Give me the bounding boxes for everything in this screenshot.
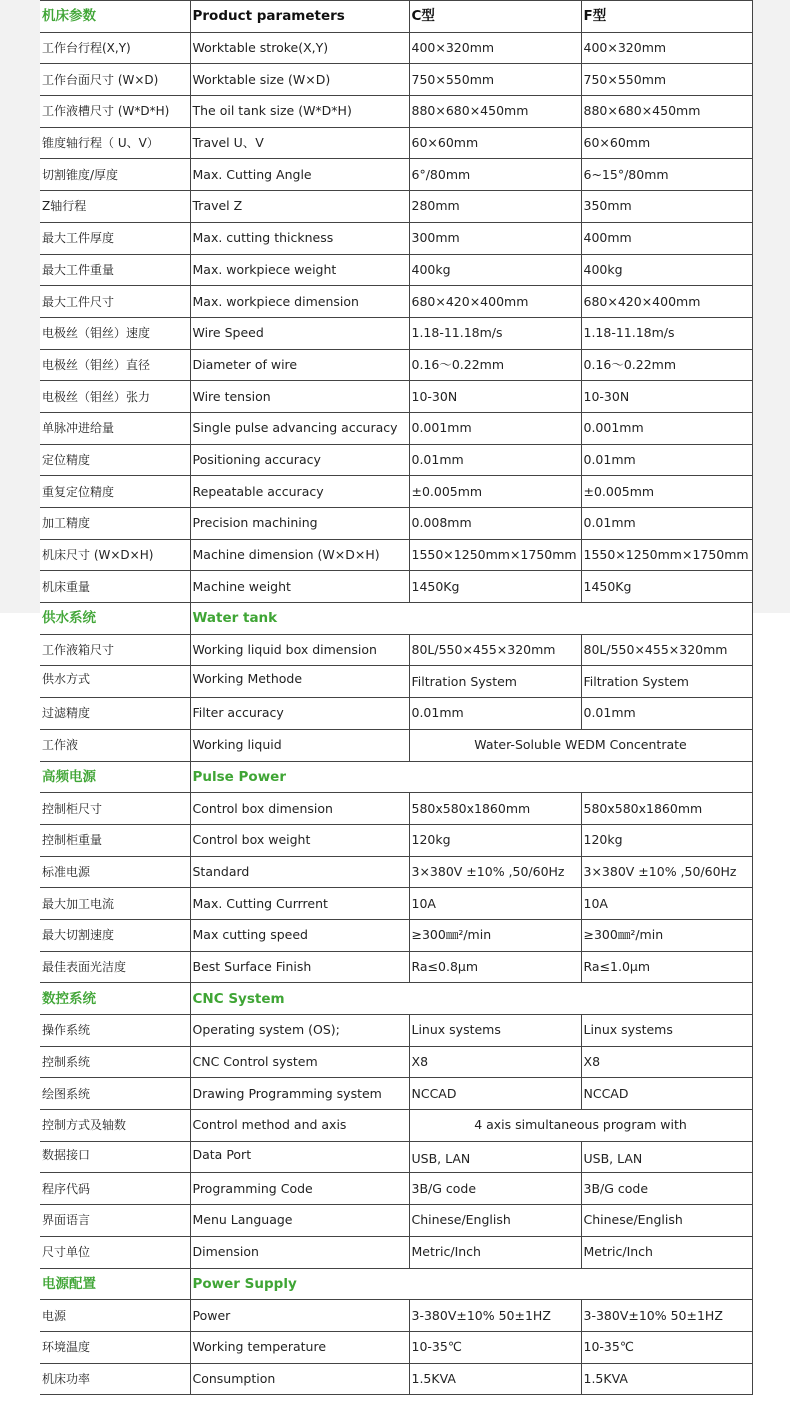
section-header-pulse <box>40 761 752 793</box>
table-row <box>40 222 752 254</box>
param-value-c: 300mm <box>409 222 581 254</box>
param-name-cn: 工作液箱尺寸 <box>40 634 190 666</box>
param-value-c: 3×380V ±10% ,50/60Hz <box>409 856 581 888</box>
table-row <box>40 1173 752 1205</box>
param-value-c: 680×420×400mm <box>409 286 581 318</box>
section-title-en: Water tank <box>190 603 752 635</box>
param-name-en: Menu Language <box>190 1205 409 1237</box>
param-name-cn: 机床功率 <box>40 1363 190 1395</box>
param-value-f: 680×420×400mm <box>581 286 752 318</box>
param-name-cn: 机床重量 <box>40 571 190 603</box>
table-row <box>40 1205 752 1237</box>
param-name-cn: 锥度轴行程（ U、V） <box>40 127 190 159</box>
param-value-c: 1.18-11.18m/s <box>409 317 581 349</box>
param-value-c: 10-30N <box>409 381 581 413</box>
table-row <box>40 508 752 540</box>
param-name-en: Wire tension <box>190 381 409 413</box>
param-value-f: 120kg <box>581 824 752 856</box>
param-value-f: 1.5KVA <box>581 1363 752 1395</box>
param-value-f: Linux systems <box>581 1015 752 1047</box>
param-name-cn: 切割锥度/厚度 <box>40 159 190 191</box>
table-row <box>40 666 752 698</box>
table-row <box>40 254 752 286</box>
table-row <box>40 951 752 983</box>
param-value-c: 10A <box>409 888 581 920</box>
table-row <box>40 539 752 571</box>
param-name-en: Dimension <box>190 1236 409 1268</box>
section-title-cn: 电源配置 <box>40 1268 190 1300</box>
param-name-en: Precision machining <box>190 508 409 540</box>
param-name-en: Max. workpiece weight <box>190 254 409 286</box>
table-row <box>40 1331 752 1363</box>
param-name-cn: 程序代码 <box>40 1173 190 1205</box>
param-name-en: Max. Cutting Angle <box>190 159 409 191</box>
table-row <box>40 698 752 730</box>
param-name-cn: 绘图系统 <box>40 1078 190 1110</box>
param-value-c: 80L/550×455×320mm <box>409 634 581 666</box>
header-row <box>40 1 752 33</box>
param-value-c: 60×60mm <box>409 127 581 159</box>
param-name-en: Programming Code <box>190 1173 409 1205</box>
param-value-c: Ra≤0.8μm <box>409 951 581 983</box>
param-name-en: Machine dimension (W×D×H) <box>190 539 409 571</box>
param-value-f: 0.01mm <box>581 698 752 730</box>
param-value-f: 60×60mm <box>581 127 752 159</box>
param-name-cn: 最佳表面光洁度 <box>40 951 190 983</box>
param-value-f: Ra≤1.0μm <box>581 951 752 983</box>
param-value-c: 1.5KVA <box>409 1363 581 1395</box>
param-name-en: Repeatable accuracy <box>190 476 409 508</box>
param-value-f: 10-35℃ <box>581 1331 752 1363</box>
param-value-f: Metric/Inch <box>581 1236 752 1268</box>
param-name-cn: 工作液槽尺寸 (W*D*H) <box>40 96 190 128</box>
param-name-cn: 标准电源 <box>40 856 190 888</box>
param-value-f: 3B/G code <box>581 1173 752 1205</box>
param-value-c: 0.001mm <box>409 412 581 444</box>
param-name-cn: 环境温度 <box>40 1331 190 1363</box>
param-value-c: USB, LAN <box>409 1141 581 1173</box>
param-value-c: ±0.005mm <box>409 476 581 508</box>
table-row <box>40 634 752 666</box>
table-row <box>40 96 752 128</box>
param-name-en: Power <box>190 1300 409 1332</box>
table-row <box>40 381 752 413</box>
section-title-cn: 数控系统 <box>40 983 190 1015</box>
param-value-f: NCCAD <box>581 1078 752 1110</box>
param-value-c: 280mm <box>409 191 581 223</box>
table-row <box>40 1363 752 1395</box>
param-value-c: X8 <box>409 1046 581 1078</box>
param-name-cn: 数据接口 <box>40 1141 190 1173</box>
param-value-c: 6°/80mm <box>409 159 581 191</box>
param-value-c: 0.16～0.22mm <box>409 349 581 381</box>
param-value-f: 3×380V ±10% ,50/60Hz <box>581 856 752 888</box>
section-header-water <box>40 603 752 635</box>
param-name-en: Working temperature <box>190 1331 409 1363</box>
param-value-c: 3-380V±10% 50±1HZ <box>409 1300 581 1332</box>
param-name-cn: 控制系统 <box>40 1046 190 1078</box>
param-value-c: 1550×1250mm×1750mm <box>409 539 581 571</box>
param-name-cn: 工作台面尺寸 (W×D) <box>40 64 190 96</box>
param-value-c: 3B/G code <box>409 1173 581 1205</box>
param-value-f: 0.16～0.22mm <box>581 349 752 381</box>
param-value-f: USB, LAN <box>581 1141 752 1173</box>
table-row <box>40 888 752 920</box>
param-name-en: Working liquid <box>190 729 409 761</box>
param-name-cn: 电极丝（钼丝）张力 <box>40 381 190 413</box>
table-row <box>40 1141 752 1173</box>
param-name-en: Consumption <box>190 1363 409 1395</box>
table-row <box>40 191 752 223</box>
param-name-en: Travel Z <box>190 191 409 223</box>
param-value-c: Chinese/English <box>409 1205 581 1237</box>
param-value-f: 6~15°/80mm <box>581 159 752 191</box>
table-row <box>40 412 752 444</box>
param-name-en: Filter accuracy <box>190 698 409 730</box>
param-value-f: Filtration System <box>581 666 752 698</box>
param-value-f: 400kg <box>581 254 752 286</box>
param-value-shared: 4 axis simultaneous program with <box>409 1110 752 1142</box>
param-value-f: 1.18-11.18m/s <box>581 317 752 349</box>
table-row <box>40 32 752 64</box>
column-header-f: F型 <box>581 1 752 33</box>
param-name-en: Operating system (OS); <box>190 1015 409 1047</box>
section-title-cn: 供水系统 <box>40 603 190 635</box>
param-value-c: 1450Kg <box>409 571 581 603</box>
param-value-f: 0.001mm <box>581 412 752 444</box>
param-name-en: Drawing Programming system <box>190 1078 409 1110</box>
param-name-en: Travel U、V <box>190 127 409 159</box>
param-value-f: 10-30N <box>581 381 752 413</box>
param-name-en: Control method and axis <box>190 1110 409 1142</box>
param-name-cn: 控制柜重量 <box>40 824 190 856</box>
param-name-en: Best Surface Finish <box>190 951 409 983</box>
param-name-cn: 电极丝（钼丝）速度 <box>40 317 190 349</box>
param-value-f: X8 <box>581 1046 752 1078</box>
param-name-en: Machine weight <box>190 571 409 603</box>
param-value-f: 400mm <box>581 222 752 254</box>
table-row <box>40 476 752 508</box>
param-name-cn: Z轴行程 <box>40 191 190 223</box>
param-name-en: Working Methode <box>190 666 409 698</box>
param-value-shared: Water-Soluble WEDM Concentrate <box>409 729 752 761</box>
param-name-cn: 定位精度 <box>40 444 190 476</box>
param-value-f: Chinese/English <box>581 1205 752 1237</box>
param-name-cn: 控制方式及轴数 <box>40 1110 190 1142</box>
param-value-f: 0.01mm <box>581 444 752 476</box>
param-value-c: 120kg <box>409 824 581 856</box>
table-row <box>40 1078 752 1110</box>
param-value-f: 750×550mm <box>581 64 752 96</box>
param-value-f: 1550×1250mm×1750mm <box>581 539 752 571</box>
param-value-c: 0.008mm <box>409 508 581 540</box>
param-name-cn: 供水方式 <box>40 666 190 698</box>
table-row <box>40 127 752 159</box>
param-name-en: The oil tank size (W*D*H) <box>190 96 409 128</box>
table-row <box>40 1300 752 1332</box>
param-value-f: 0.01mm <box>581 508 752 540</box>
param-name-en: Single pulse advancing accuracy <box>190 412 409 444</box>
param-value-f: 80L/550×455×320mm <box>581 634 752 666</box>
param-value-c: 880×680×450mm <box>409 96 581 128</box>
param-value-f: 400×320mm <box>581 32 752 64</box>
param-value-c: Metric/Inch <box>409 1236 581 1268</box>
table-row <box>40 793 752 825</box>
param-value-c: Filtration System <box>409 666 581 698</box>
section-title-en: CNC System <box>190 983 752 1015</box>
param-value-c: 400×320mm <box>409 32 581 64</box>
table-row <box>40 349 752 381</box>
table-row <box>40 1236 752 1268</box>
table-row <box>40 1110 752 1142</box>
param-value-c: 0.01mm <box>409 698 581 730</box>
section-header-power <box>40 1268 752 1300</box>
table-row <box>40 317 752 349</box>
table-row <box>40 64 752 96</box>
param-value-f: 580x580x1860mm <box>581 793 752 825</box>
param-name-en: CNC Control system <box>190 1046 409 1078</box>
param-name-cn: 电源 <box>40 1300 190 1332</box>
param-name-cn: 最大切割速度 <box>40 919 190 951</box>
param-value-f: 350mm <box>581 191 752 223</box>
column-header-c: C型 <box>409 1 581 33</box>
param-name-en: Max cutting speed <box>190 919 409 951</box>
section-title-en: Pulse Power <box>190 761 752 793</box>
table-row <box>40 286 752 318</box>
param-name-en: Worktable stroke(X,Y) <box>190 32 409 64</box>
section-title-cn: 机床参数 <box>40 1 190 33</box>
param-value-f: 3-380V±10% 50±1HZ <box>581 1300 752 1332</box>
param-value-c: 10-35℃ <box>409 1331 581 1363</box>
param-value-f: ±0.005mm <box>581 476 752 508</box>
param-name-en: Standard <box>190 856 409 888</box>
param-name-en: Max. workpiece dimension <box>190 286 409 318</box>
param-name-en: Worktable size (W×D) <box>190 64 409 96</box>
table-row <box>40 1046 752 1078</box>
param-name-cn: 最大工件重量 <box>40 254 190 286</box>
param-name-cn: 重复定位精度 <box>40 476 190 508</box>
param-name-en: Control box weight <box>190 824 409 856</box>
param-value-c: 0.01mm <box>409 444 581 476</box>
spec-table <box>40 0 753 1395</box>
param-name-cn: 机床尺寸 (W×D×H) <box>40 539 190 571</box>
param-value-c: 580x580x1860mm <box>409 793 581 825</box>
column-header-en: Product parameters <box>190 1 409 33</box>
param-value-f: ≥300㎜²/min <box>581 919 752 951</box>
param-name-cn: 电极丝（钼丝）直径 <box>40 349 190 381</box>
param-name-en: Working liquid box dimension <box>190 634 409 666</box>
param-value-c: 750×550mm <box>409 64 581 96</box>
param-name-cn: 操作系统 <box>40 1015 190 1047</box>
param-name-en: Max. cutting thickness <box>190 222 409 254</box>
param-name-cn: 控制柜尺寸 <box>40 793 190 825</box>
table-row <box>40 919 752 951</box>
param-name-en: Wire Speed <box>190 317 409 349</box>
table-row <box>40 571 752 603</box>
param-name-cn: 最大加工电流 <box>40 888 190 920</box>
param-name-en: Data Port <box>190 1141 409 1173</box>
table-row <box>40 1015 752 1047</box>
param-name-cn: 工作液 <box>40 729 190 761</box>
param-value-f: 880×680×450mm <box>581 96 752 128</box>
param-name-en: Control box dimension <box>190 793 409 825</box>
param-name-cn: 工作台行程(X,Y) <box>40 32 190 64</box>
section-header-cnc <box>40 983 752 1015</box>
param-name-en: Diameter of wire <box>190 349 409 381</box>
table-row <box>40 824 752 856</box>
param-name-cn: 加工精度 <box>40 508 190 540</box>
param-value-c: NCCAD <box>409 1078 581 1110</box>
param-name-cn: 界面语言 <box>40 1205 190 1237</box>
table-row <box>40 729 752 761</box>
section-title-cn: 高频电源 <box>40 761 190 793</box>
param-name-en: Positioning accuracy <box>190 444 409 476</box>
param-name-en: Max. Cutting Currrent <box>190 888 409 920</box>
table-row <box>40 856 752 888</box>
param-name-cn: 最大工件厚度 <box>40 222 190 254</box>
param-name-cn: 过滤精度 <box>40 698 190 730</box>
param-value-f: 10A <box>581 888 752 920</box>
param-name-cn: 尺寸单位 <box>40 1236 190 1268</box>
param-value-c: 400kg <box>409 254 581 286</box>
table-row <box>40 159 752 191</box>
param-name-cn: 单脉冲进给量 <box>40 412 190 444</box>
table-row <box>40 444 752 476</box>
section-title-en: Power Supply <box>190 1268 752 1300</box>
param-name-cn: 最大工件尺寸 <box>40 286 190 318</box>
param-value-f: 1450Kg <box>581 571 752 603</box>
param-value-c: Linux systems <box>409 1015 581 1047</box>
param-value-c: ≥300㎜²/min <box>409 919 581 951</box>
